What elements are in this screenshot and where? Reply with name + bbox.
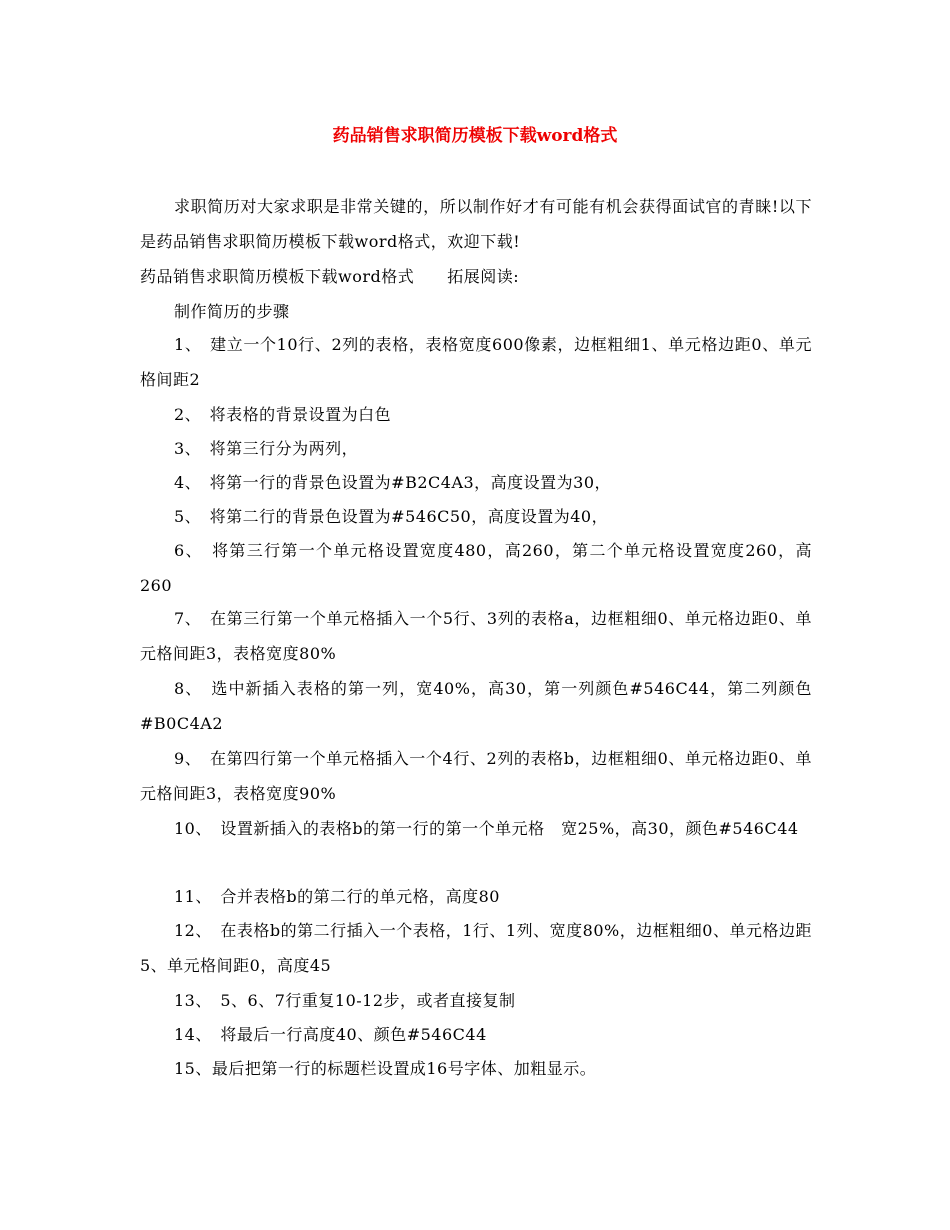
step-item-12: 12、 在表格b的第二行插入一个表格，1行、1列、宽度80%，边框粗细0、单元格边距5、单元格间距0，高度45 [140, 921, 812, 975]
steps-heading: 制作简历的步骤 [174, 302, 290, 321]
step-item-6: 6、 将第三行第一个单元格设置宽度480，高260，第二个单元格设置宽度260，高260 [140, 541, 812, 595]
intro-paragraph: 求职简历对大家求职是非常关键的，所以制作好才有可能有机会获得面试官的青睐!以下是药品销售求职简历模板下载word格式，欢迎下载! [140, 197, 812, 251]
step-item-8: 8、 选中新插入表格的第一列，宽40%，高30，第一列颜色#546C44，第二列颜色#B0C4A2 [140, 679, 812, 733]
step-item-15: 15、最后把第一行的标题栏设置成16号字体、加粗显示。 [174, 1059, 597, 1078]
step-item-7: 7、 在第三行第一个单元格插入一个5行、3列的表格a，边框粗细0、单元格边距0、单元格间距3，表格宽度80% [140, 609, 812, 663]
step-item-14: 14、 将最后一行高度40、颜色#546C44 [174, 1025, 487, 1044]
document-title: 药品销售求职简历模板下载word格式 [332, 126, 618, 146]
step-item-3: 3、 将第三行分为两列， [174, 439, 359, 458]
step-item-13: 13、 5、6、7行重复10-12步，或者直接复制 [174, 991, 516, 1010]
step-item-10: 10、 设置新插入的表格b的第一行的第一个单元格 宽25%，高30，颜色#546C44 [174, 819, 799, 838]
step-item-11: 11、 合并表格b的第二行的单元格，高度80 [174, 887, 500, 906]
step-item-5: 5、 将第二行的背景色设置为#546C50，高度设置为40， [174, 507, 609, 526]
extended-reading-line: 药品销售求职简历模板下载word格式 拓展阅读: [140, 267, 520, 286]
step-item-9: 9、 在第四行第一个单元格插入一个4行、2列的表格b，边框粗细0、单元格边距0、单元格间距3，表格宽度90% [140, 749, 812, 803]
step-item-1: 1、 建立一个10行、2列的表格，表格宽度600像素，边框粗细1、单元格边距0、单元格间距2 [140, 335, 812, 389]
step-item-4: 4、 将第一行的背景色设置为#B2C4A3，高度设置为30， [174, 473, 612, 492]
step-item-2: 2、 将表格的背景设置为白色 [174, 405, 392, 424]
